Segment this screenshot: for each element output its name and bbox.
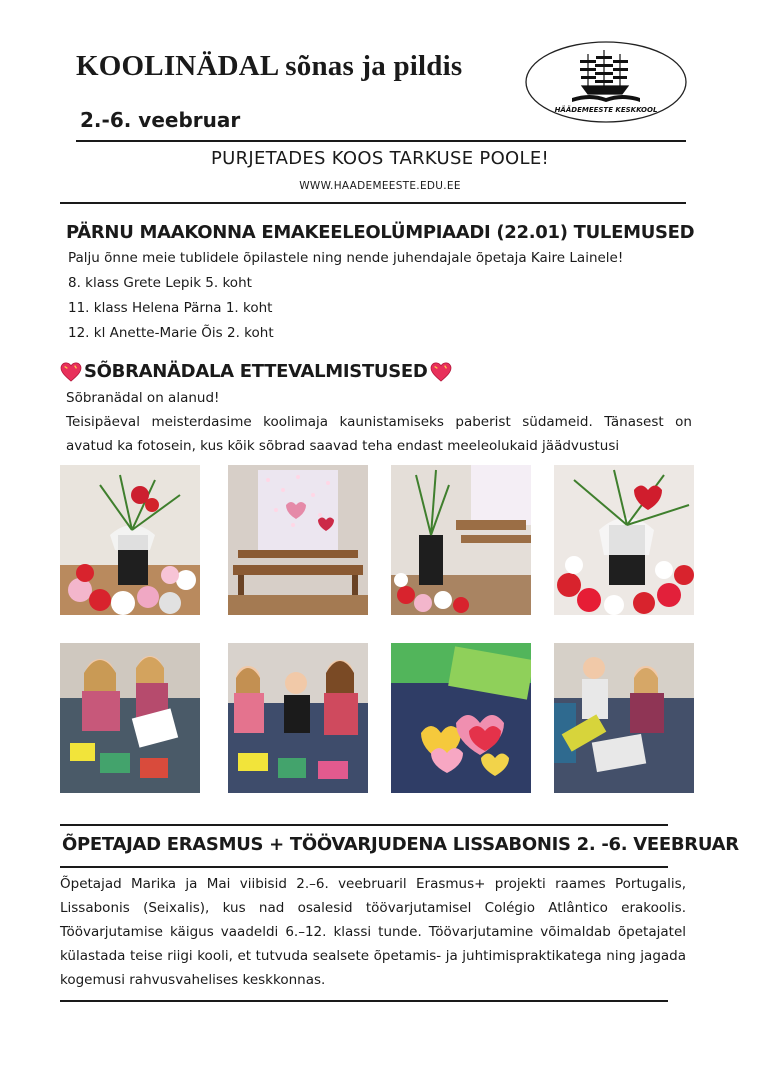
motto: PURJETADES KOOS TARKUSE POOLE! [210,148,550,169]
valentine-line: Sõbranädal on alanud! [66,390,220,406]
photo-children-crafting-3 [554,643,694,793]
photo-paper-hearts [391,643,531,793]
photo-children-crafting-1 [60,643,200,793]
result-item: 11. klass Helena Pärna 1. koht [68,300,273,316]
divider-header-bottom [60,202,686,204]
title-bold: KOOLINÄDAL [76,50,278,82]
website-link[interactable]: WWW.HAADEMEESTE.EDU.EE [299,180,461,192]
logo-text: HÄÄDEMEESTE KESKKOOL [554,106,658,114]
erasmus-heading: ÕPETAJAD ERASMUS + TÖÖVARJUDENA LISSABONIS 2. -6. VEEBRUAR [62,834,739,855]
school-logo [524,40,688,124]
title-rest: sõnas ja pildis [285,50,463,82]
result-item: 12. kl Anette-Marie Õis 2. koht [68,325,274,341]
photo-children-crafting-2 [228,643,368,793]
heart-icon [430,362,452,382]
erasmus-paragraph: Õpetajad Marika ja Mai viibisid 2.–6. veebruaril Erasmus+ projekti raames Portugalis, Lissabonis (Seixalis), kus nad osalesid töövarjutamisel Colégio Atlântico erakoolis. Töövarjutamise käigus vaadeldi 6.–12. klassi tunde. Töövarjutamine võimaldab õpetajatel külastada teise riigi kooli, et tutvuda sealsete õpetamis- ja juhtimispraktikatega ning jagada kogemusi rahvusvahelises keskkonnas. [60,876,686,988]
valentine-heading: SÕBRANÄDALA ETTEVALMISTUSED [84,361,428,382]
divider-bottom [60,1000,668,1002]
photo-flower-arrangement [60,465,200,615]
result-item: 8. klass Grete Lepik 5. koht [68,275,252,291]
page-title [76,50,462,83]
divider-erasmus-mid [60,866,668,868]
photo-flower-balloons [554,465,694,615]
olympiad-heading: PÄRNU MAAKONNA EMAKEELEOLÜMPIAADI (22.01) TULEMUSED [66,222,695,243]
date-range: 2.-6. veebruar [80,108,241,132]
divider-erasmus-top [60,824,668,826]
photo-photo-wall-bench [228,465,368,615]
heart-icon [60,362,82,382]
olympiad-intro: Palju õnne meie tublidele õpilastele ning nende juhendajale õpetaja Kaire Lainele! [68,250,624,266]
valentine-heading-row [60,361,452,382]
divider-top [76,140,686,142]
photo-decor-and-bench [391,465,531,615]
valentine-paragraph: Teisipäeval meisterdasime koolimaja kaunistamiseks paberist südameid. Tänasest on avatud ka fotosein, kus kõik sõbrad saavad teha endast meeleolukaid jäädvustusi [66,414,692,454]
